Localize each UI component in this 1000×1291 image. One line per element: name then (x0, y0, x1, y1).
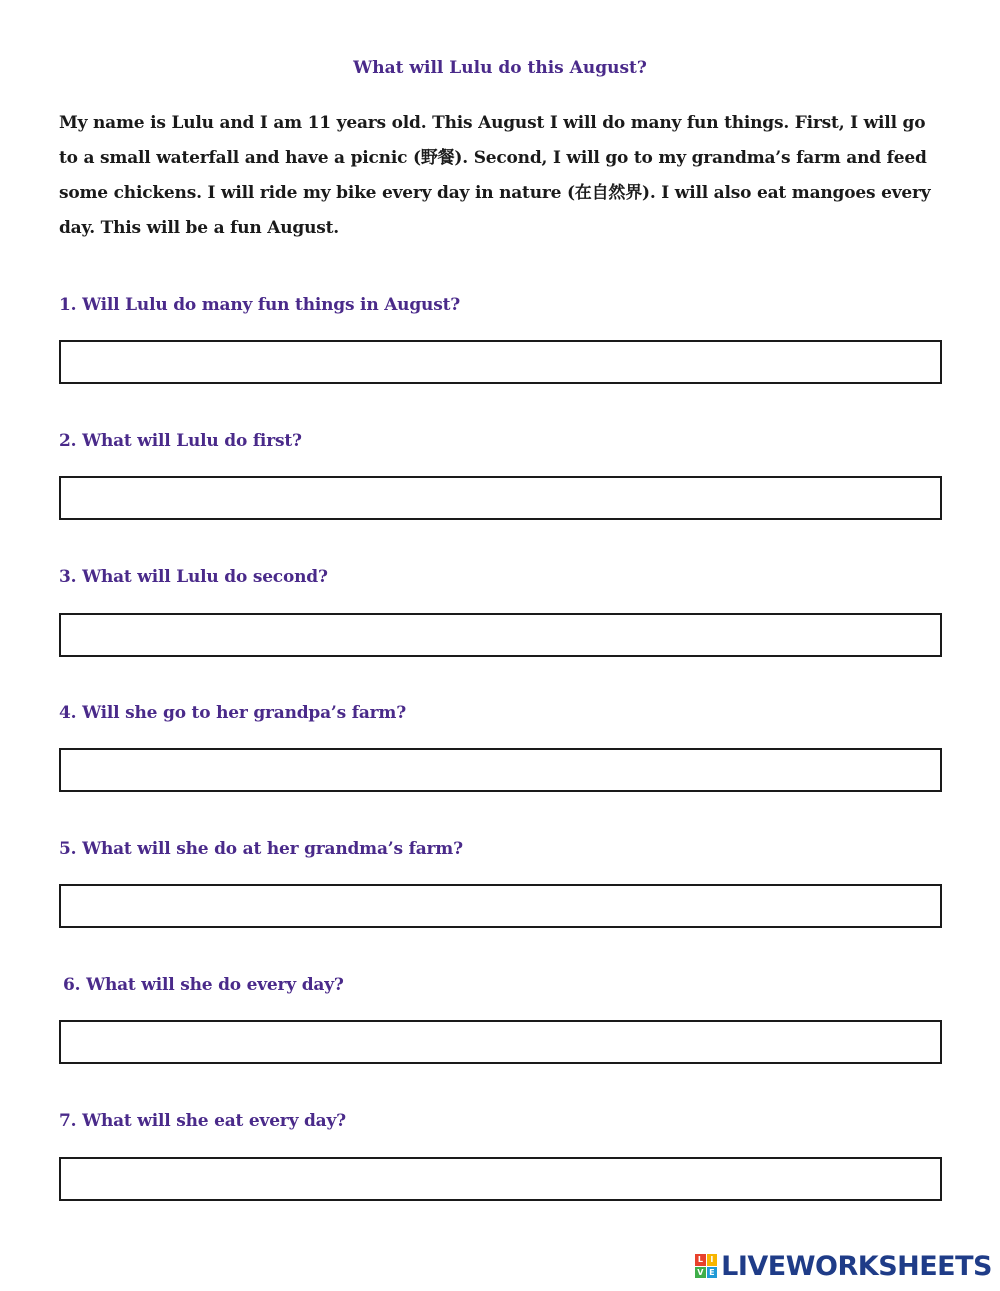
answer-input-7[interactable] (59, 1157, 942, 1201)
question-4: 4. Will she go to her grandpa’s farm? (59, 703, 406, 723)
answer-input-3[interactable] (59, 613, 942, 657)
logo-letter-v: V (695, 1267, 706, 1279)
question-7: 7. What will she eat every day? (59, 1111, 346, 1131)
liveworksheets-wordmark: LIVEWORKSHEETS (721, 1250, 992, 1282)
logo-letter-i: I (707, 1254, 718, 1266)
question-6: 6. What will she do every day? (63, 975, 344, 995)
logo-letter-l: L (695, 1254, 706, 1266)
answer-input-6[interactable] (59, 1020, 942, 1064)
liveworksheets-logo-icon (695, 1254, 717, 1278)
worksheet-title: What will Lulu do this August? (353, 58, 647, 78)
answer-input-4[interactable] (59, 748, 942, 792)
reading-passage: My name is Lulu and I am 11 years old. This August I will do many fun things. First, I will go to a small waterfall and have a picnic (野餐). Second, I will go to my grandma’s farm and feed some chickens. I will ride my bike every day in nature (在自然界). I will also eat mangoes every day. This will be a fun August. (59, 113, 931, 238)
answer-input-1[interactable] (59, 340, 942, 384)
logo-letter-e: E (707, 1267, 718, 1279)
question-3: 3. What will Lulu do second? (59, 567, 328, 587)
answer-input-5[interactable] (59, 884, 942, 928)
question-2: 2. What will Lulu do first? (59, 431, 302, 451)
answer-input-2[interactable] (59, 476, 942, 520)
question-5: 5. What will she do at her grandma’s farm? (59, 839, 463, 859)
liveworksheets-brand (695, 1251, 992, 1281)
question-1: 1. Will Lulu do many fun things in August? (59, 295, 460, 315)
